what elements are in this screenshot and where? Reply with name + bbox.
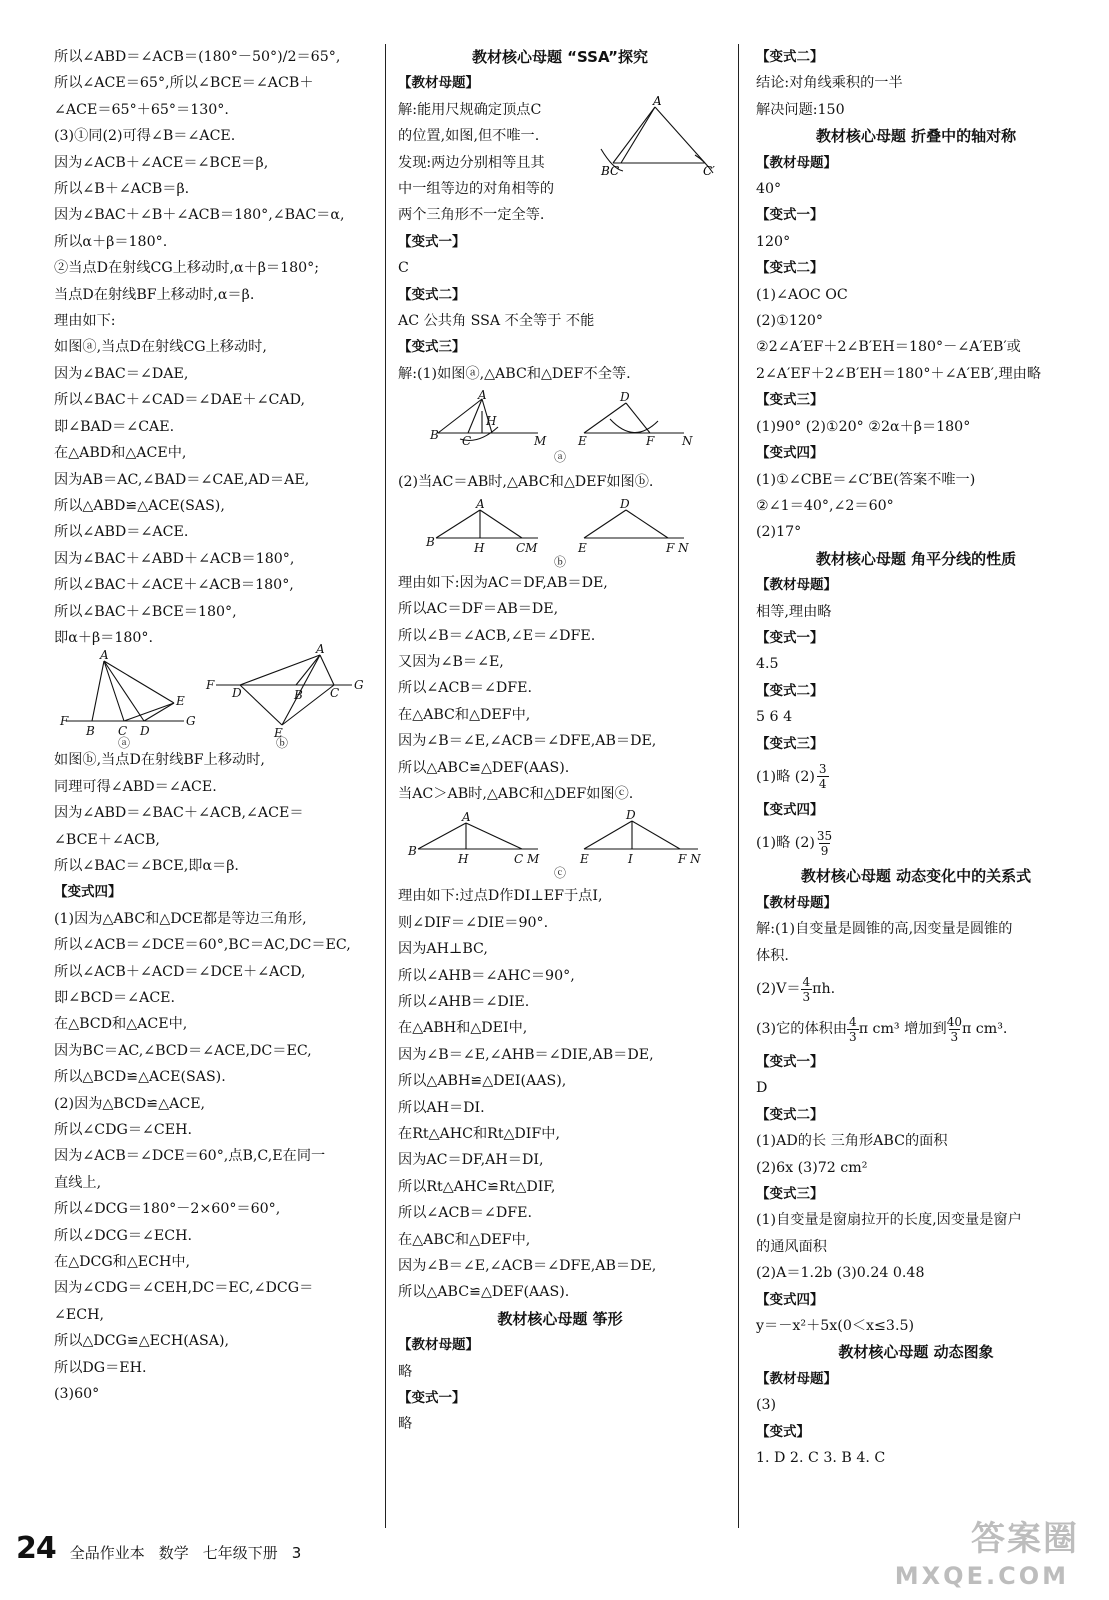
section-title-bisector: 教材核心母题 角平分线的性质: [815, 549, 1017, 568]
text-line: 理由如下:因为AC＝DF,AB＝DE,: [398, 574, 608, 591]
figure-col1-ab: [54, 642, 372, 751]
col2-proof-b: [398, 570, 722, 808]
svg-text:A: A: [478, 388, 487, 403]
svg-text:BC: BC: [601, 163, 620, 178]
text-line: 因为∠ACB＝∠DCE＝60°,点B,C,E在同一: [54, 1148, 326, 1165]
svg-text:I: I: [628, 852, 633, 867]
svg-text:D: D: [626, 808, 636, 823]
page-footer: [16, 1531, 301, 1566]
text-line: 理由如下:: [54, 313, 116, 330]
svg-text:G: G: [354, 678, 364, 693]
svg-text:ⓒ: ⓒ: [554, 866, 567, 881]
text-line: 所以∠DCG＝180°－2×60°＝60°,: [54, 1201, 281, 1218]
text-line: 所以∠ABD＝∠ACE.: [54, 524, 189, 541]
text-line: 因为∠B＝∠E,∠ACB＝∠DFE,AB＝DE,: [398, 733, 657, 750]
watermark-url: MXQE.COM: [894, 1562, 1069, 1590]
text-line: 所以△ABD≌△ACE(SAS),: [54, 497, 225, 514]
answer-volume-formula: (2)V＝ 4 3 πh.: [756, 974, 836, 1004]
svg-text:E: E: [580, 852, 589, 867]
text-line: ②2∠A′EF＋2∠B′EH＝180°－∠A′EB′或: [756, 339, 1021, 356]
text-line: AC 公共角 SSA 不全等于 不能: [398, 313, 595, 330]
section-tag: 【变式四】: [756, 1291, 824, 1308]
text-line: 则∠DIF＝∠DIE＝90°.: [398, 914, 549, 931]
text-line: 所以△ABC≌△DEF(AAS).: [398, 1284, 570, 1301]
section-tag: 【教材母题】: [756, 1370, 837, 1387]
figure-ssa: [593, 93, 723, 179]
section-tag: 【变式】: [756, 1423, 810, 1440]
text-line: 当点D在射线BF上移动时,α＝β.: [54, 286, 255, 303]
svg-text:C M: C M: [514, 852, 540, 867]
section-tag: 【教材母题】: [756, 577, 837, 594]
text-line: 所以∠BAC＝∠BCE,即α＝β.: [54, 857, 239, 874]
section-title-kite: 教材核心母题 筝形: [497, 1309, 623, 1328]
text-line: 因为∠CDG＝∠CEH,DC＝EC,∠DCG＝: [54, 1280, 314, 1297]
svg-text:B: B: [408, 844, 417, 859]
text-line: 因为AH⊥BC,: [398, 941, 488, 958]
section-tag: 【变式三】: [756, 735, 824, 752]
text-line: (1)因为△ABC和△DCE都是等边三角形,: [54, 910, 307, 927]
text-line: 40°: [756, 181, 782, 198]
text-line: 如图ⓑ,当点D在射线BF上移动时,: [54, 752, 265, 769]
text-line: 所以α＋β＝180°.: [54, 233, 168, 250]
section-tag: 【教材母题】: [756, 154, 837, 171]
section-tag: 【变式一】: [756, 629, 824, 646]
svg-text:H: H: [486, 414, 497, 429]
answer-frac-3-4: (1)略 (2) 3 4: [756, 762, 827, 792]
text-line: y＝－x²＋5x(0＜x≤3.5): [756, 1318, 915, 1335]
svg-text:C: C: [330, 686, 340, 701]
svg-text:E: E: [274, 726, 283, 741]
section-title-dynamic: 教材核心母题 动态变化中的关系式: [800, 867, 1032, 886]
section-tag: 【变式三】: [756, 392, 824, 409]
text-line: 同理可得∠ABD＝∠ACE.: [54, 778, 217, 795]
svg-text:D: D: [232, 686, 242, 701]
text-line: (2)6x (3)72 cm²: [756, 1159, 868, 1176]
svg-text:A: A: [316, 642, 325, 657]
text-line: 所以∠ACB＝∠DFE.: [398, 1205, 532, 1222]
svg-text:C: C: [462, 434, 472, 449]
text-line: 中一组等边的对角相等的: [398, 181, 555, 198]
svg-text:E: E: [176, 694, 185, 709]
col3-bisector-answers: [756, 572, 1076, 757]
svg-text:CM: CM: [516, 540, 538, 555]
section-tag: 【教材母题】: [756, 894, 837, 911]
text-line: (2)17°: [756, 524, 802, 541]
figure-col2-a: [398, 389, 722, 467]
text-line: (1)∠AOC OC: [756, 286, 848, 303]
text-line: 体积.: [756, 947, 789, 964]
section-tag: 【变式二】: [756, 1106, 824, 1123]
col2-kite-answers: [398, 1332, 722, 1438]
text-line: (2)因为△BCD≌△ACE,: [54, 1095, 206, 1112]
text-line: 所以∠BAC＋∠ACE＋∠ACB＝180°,: [54, 577, 294, 594]
col3-dynamic-answers: [756, 890, 1076, 969]
section-tag: 【变式一】: [756, 1054, 824, 1070]
svg-text:G: G: [186, 714, 196, 729]
text-line: 所以∠ACB＝∠DFE.: [398, 680, 532, 697]
text-line: 所以∠ABD＝∠ACB＝(180°－50°)/2＝65°,: [54, 49, 341, 65]
svg-text:F: F: [60, 714, 69, 729]
section-tag: 【变式一】: [398, 233, 466, 250]
figure-col2-b: [398, 498, 722, 568]
svg-text:E: E: [578, 434, 587, 449]
text-line: 因为AC＝DF,AH＝DI,: [398, 1152, 544, 1169]
section-title-ssa: 教材核心母题 “SSA”探究: [471, 48, 649, 66]
svg-text:D: D: [620, 390, 630, 405]
col2-proof-c: [398, 883, 722, 1306]
section-tag: 【变式二】: [398, 286, 466, 303]
text-line: 在△ABC和△DEF中,: [398, 1231, 531, 1248]
col3-fold-answers: [756, 150, 1076, 546]
svg-text:F: F: [646, 434, 655, 449]
svg-text:ⓐ: ⓐ: [118, 736, 131, 751]
svg-text:F N: F N: [666, 540, 689, 555]
text-line: 所以∠ACB＋∠ACD＝∠DCE＋∠ACD,: [54, 963, 306, 980]
book-name: 全品作业本: [69, 1544, 145, 1562]
column-divider-1: [385, 44, 386, 1528]
text-line: 所以∠AHB＝∠DIE.: [398, 993, 530, 1010]
text-line: 两个三角形不一定全等.: [398, 207, 545, 224]
text-line: 所以△BCD≌△ACE(SAS).: [54, 1069, 226, 1086]
text-line: 在△DCG和△ECH中,: [54, 1254, 191, 1271]
section-tag: 【变式二】: [756, 260, 824, 277]
col3-kite-cont: [756, 44, 1076, 123]
text-line: 即∠BAD＝∠CAE.: [54, 418, 175, 435]
text-line: 所以∠BAC＋∠BCE＝180°,: [54, 603, 237, 620]
svg-text:D: D: [620, 496, 630, 511]
column-2: [398, 44, 722, 1438]
text-line: 当AC＞AB时,△ABC和△DEF如图ⓒ.: [398, 785, 634, 802]
text-line: 略: [398, 1363, 413, 1380]
text-line: (1)AD的长 三角形ABC的面积: [756, 1133, 948, 1150]
answer-frac-35-9: (1)略 (2) 35 9: [756, 828, 833, 858]
svg-text:A: A: [462, 810, 471, 825]
text-line: 在△BCD和△ACE中,: [54, 1016, 188, 1033]
text-line: 所以Rt△AHC≌Rt△DIF,: [398, 1178, 556, 1195]
text-line: 理由如下:过点D作DI⊥EF于点I,: [398, 888, 603, 905]
section-tag: 【变式四】: [756, 445, 824, 462]
svg-text:F N: F N: [678, 852, 701, 867]
text-line: 所以∠ACE＝65°,所以∠BCE＝∠ACB＋: [54, 75, 314, 92]
text-line: 因为∠BAC＋∠B＋∠ACB＝180°,∠BAC＝α,: [54, 207, 345, 224]
text-line: 在Rt△AHC和Rt△DIF中,: [398, 1126, 560, 1142]
text-line: 所以△ABC≌△DEF(AAS).: [398, 759, 570, 776]
svg-text:E: E: [578, 540, 587, 555]
svg-text:C: C: [118, 724, 128, 739]
figure-col2-c: [398, 809, 722, 881]
section-tag: 【变式一】: [756, 207, 824, 224]
column-3: [756, 44, 1076, 1472]
col3-tag-v4: 【变式四】: [756, 801, 824, 818]
footer-num: 3: [291, 1544, 302, 1562]
text-line: 5 6 4: [756, 709, 793, 726]
text-line: 直线上,: [54, 1174, 102, 1191]
svg-text:B: B: [294, 688, 303, 703]
text-line: 解决问题:150: [756, 101, 845, 118]
section-tag: 【变式二】: [756, 49, 824, 65]
section-tag: 【变式一】: [398, 1390, 466, 1407]
section-tag: 【变式二】: [756, 682, 824, 699]
text-line: 所以∠B＋∠ACB＝β.: [54, 181, 190, 198]
svg-text:H: H: [474, 540, 485, 555]
text-line: 发现:两边分别相等且其: [398, 154, 545, 171]
text-line: 即∠BCD＝∠ACE.: [54, 990, 176, 1006]
text-line: ∠ECH,: [54, 1306, 104, 1323]
text-line: 在△ABH和△DEI中,: [398, 1020, 528, 1037]
text-line: 略: [398, 1416, 413, 1433]
answer-volume-range: (3)它的体积由 4 3 π cm³ 增加到 40 3 π cm³.: [756, 1014, 1008, 1044]
svg-text:ⓐ: ⓐ: [554, 450, 567, 465]
text-line: 所以∠CDG＝∠CEH.: [54, 1122, 192, 1139]
column-divider-2: [738, 44, 739, 1528]
section-tag: 【变式三】: [756, 1186, 824, 1203]
text-line: 所以△DCG≌△ECH(ASA),: [54, 1333, 230, 1350]
text-line: 2∠A′EF＋2∠B′EH＝180°＋∠A′EB′,理由略: [756, 365, 1042, 382]
col1-text-a: [54, 44, 372, 651]
subject: 数学: [158, 1544, 189, 1562]
svg-text:F: F: [206, 678, 215, 693]
text-line: ∠BCE＋∠ACB,: [54, 831, 160, 848]
text-line: (2)①120°: [756, 313, 823, 330]
text-line: C: [398, 260, 409, 277]
svg-text:N: N: [682, 434, 693, 449]
text-line: 因为∠B＝∠E,∠ACB＝∠DFE,AB＝DE,: [398, 1258, 657, 1275]
col1-text-b: [54, 747, 372, 1407]
text-line: (3): [756, 1397, 777, 1414]
text-line: 4.5: [756, 656, 779, 673]
text-line: 相等,理由略: [756, 603, 832, 620]
text-line: ∠ACE＝65°＋65°＝130°.: [54, 101, 229, 118]
section-title-fold: 教材核心母题 折叠中的轴对称: [815, 127, 1017, 146]
text-line: 所以AC＝DF＝AB＝DE,: [398, 601, 559, 618]
text-line: 因为AB＝AC,∠BAD＝∠CAE,AD＝AE,: [54, 471, 310, 488]
text-line: 因为∠BAC＋∠ABD＋∠ACB＝180°,: [54, 550, 295, 567]
col2-line-b: (2)当AC＝AB时,△ABC和△DEF如图ⓑ.: [398, 474, 654, 491]
text-line: 如图ⓐ,当点D在射线CG上移动时,: [54, 339, 267, 356]
svg-text:H: H: [458, 852, 469, 867]
svg-text:ⓑ: ⓑ: [276, 736, 289, 751]
text-line: 又因为∠B＝∠E,: [398, 653, 504, 670]
text-line: 120°: [756, 233, 791, 250]
text-line: 结论:对角线乘积的一半: [756, 75, 903, 92]
svg-text:M: M: [534, 434, 547, 449]
svg-text:D: D: [140, 724, 150, 739]
text-line: 1. D 2. C 3. B 4. C: [756, 1450, 886, 1467]
text-line: (1)90° (2)①20° ②2α＋β＝180°: [756, 418, 971, 435]
text-line: ②当点D在射线CG上移动时,α＋β＝180°;: [54, 260, 320, 277]
svg-text:A: A: [476, 496, 485, 511]
text-line: 所以∠B＝∠ACB,∠E＝∠DFE.: [398, 627, 596, 644]
section-tag: 【变式四】: [54, 884, 122, 901]
col2-tag-mother: 【教材母题】: [398, 75, 479, 92]
text-line: 的通风面积: [756, 1238, 827, 1255]
text-line: (2)A＝1.2b (3)0.24 0.48: [756, 1265, 925, 1282]
svg-text:A: A: [100, 648, 109, 663]
watermark-logo: 答案圈: [971, 1519, 1079, 1559]
svg-text:C′: C′: [703, 163, 715, 178]
text-line: (1)①∠CBE＝∠C′BE(答案不唯一): [756, 471, 976, 488]
section-title-graph: 教材核心母题 动态图象: [838, 1343, 994, 1362]
text-line: ②∠1＝40°,∠2＝60°: [756, 497, 894, 514]
section-tag: 【变式三】: [398, 339, 466, 356]
text-line: 在△ABC和△DEF中,: [398, 706, 531, 723]
text-line: 因为∠ACB＋∠ACE＝∠BCE＝β,: [54, 154, 269, 171]
svg-text:B: B: [86, 724, 95, 739]
text-line: (3)①同(2)可得∠B＝∠ACE.: [54, 128, 236, 145]
text-line: 所以AH＝DI.: [398, 1099, 485, 1116]
text-line: 的位置,如图,但不唯一.: [398, 128, 540, 145]
text-line: 在△ABD和△ACE中,: [54, 445, 187, 462]
col3-graph-answers: [756, 1366, 1076, 1472]
text-line: 所以∠DCG＝∠ECH.: [54, 1227, 192, 1244]
text-line: 所以DG＝EH.: [54, 1359, 147, 1376]
svg-text:ⓑ: ⓑ: [554, 554, 567, 569]
text-line: 所以∠ACB＝∠DCE＝60°,BC＝AC,DC＝EC,: [54, 937, 351, 954]
section-tag: 【教材母题】: [398, 1337, 479, 1354]
text-line: 解:能用尺规确定顶点C: [398, 101, 542, 118]
text-line: 所以∠BAC＋∠CAD＝∠DAE＋∠CAD,: [54, 392, 305, 409]
text-line: 即α＋β＝180°.: [54, 629, 154, 646]
text-line: 所以△ABH≌△DEI(AAS),: [398, 1073, 567, 1090]
text-line: 因为∠B＝∠E,∠AHB＝∠DIE,AB＝DE,: [398, 1046, 654, 1063]
svg-text:B: B: [430, 428, 439, 443]
col2-variants: [398, 229, 722, 387]
text-line: 因为BC＝AC,∠BCD＝∠ACE,DC＝EC,: [54, 1042, 312, 1059]
text-line: 因为∠BAC＝∠DAE,: [54, 365, 189, 382]
text-line: D: [756, 1080, 768, 1097]
text-line: 因为∠ABD＝∠BAC＋∠ACB,∠ACE＝: [54, 805, 304, 822]
svg-text:A: A: [653, 93, 662, 108]
text-line: (1)自变量是窗扇拉开的长度,因变量是窗户: [756, 1212, 1022, 1229]
grade: 七年级下册: [202, 1544, 278, 1562]
col3-dynamic-variants: [756, 1049, 1076, 1339]
page-number: 24: [16, 1531, 56, 1566]
text-line: 解:(1)如图ⓐ,△ABC和△DEF不全等.: [398, 365, 631, 382]
column-1: [54, 44, 372, 1408]
svg-text:B: B: [426, 534, 435, 549]
text-line: 所以∠AHB＝∠AHC＝90°,: [398, 967, 575, 984]
text-line: (3)60°: [54, 1386, 100, 1403]
text-line: 解:(1)自变量是圆锥的高,因变量是圆锥的: [756, 921, 1013, 938]
